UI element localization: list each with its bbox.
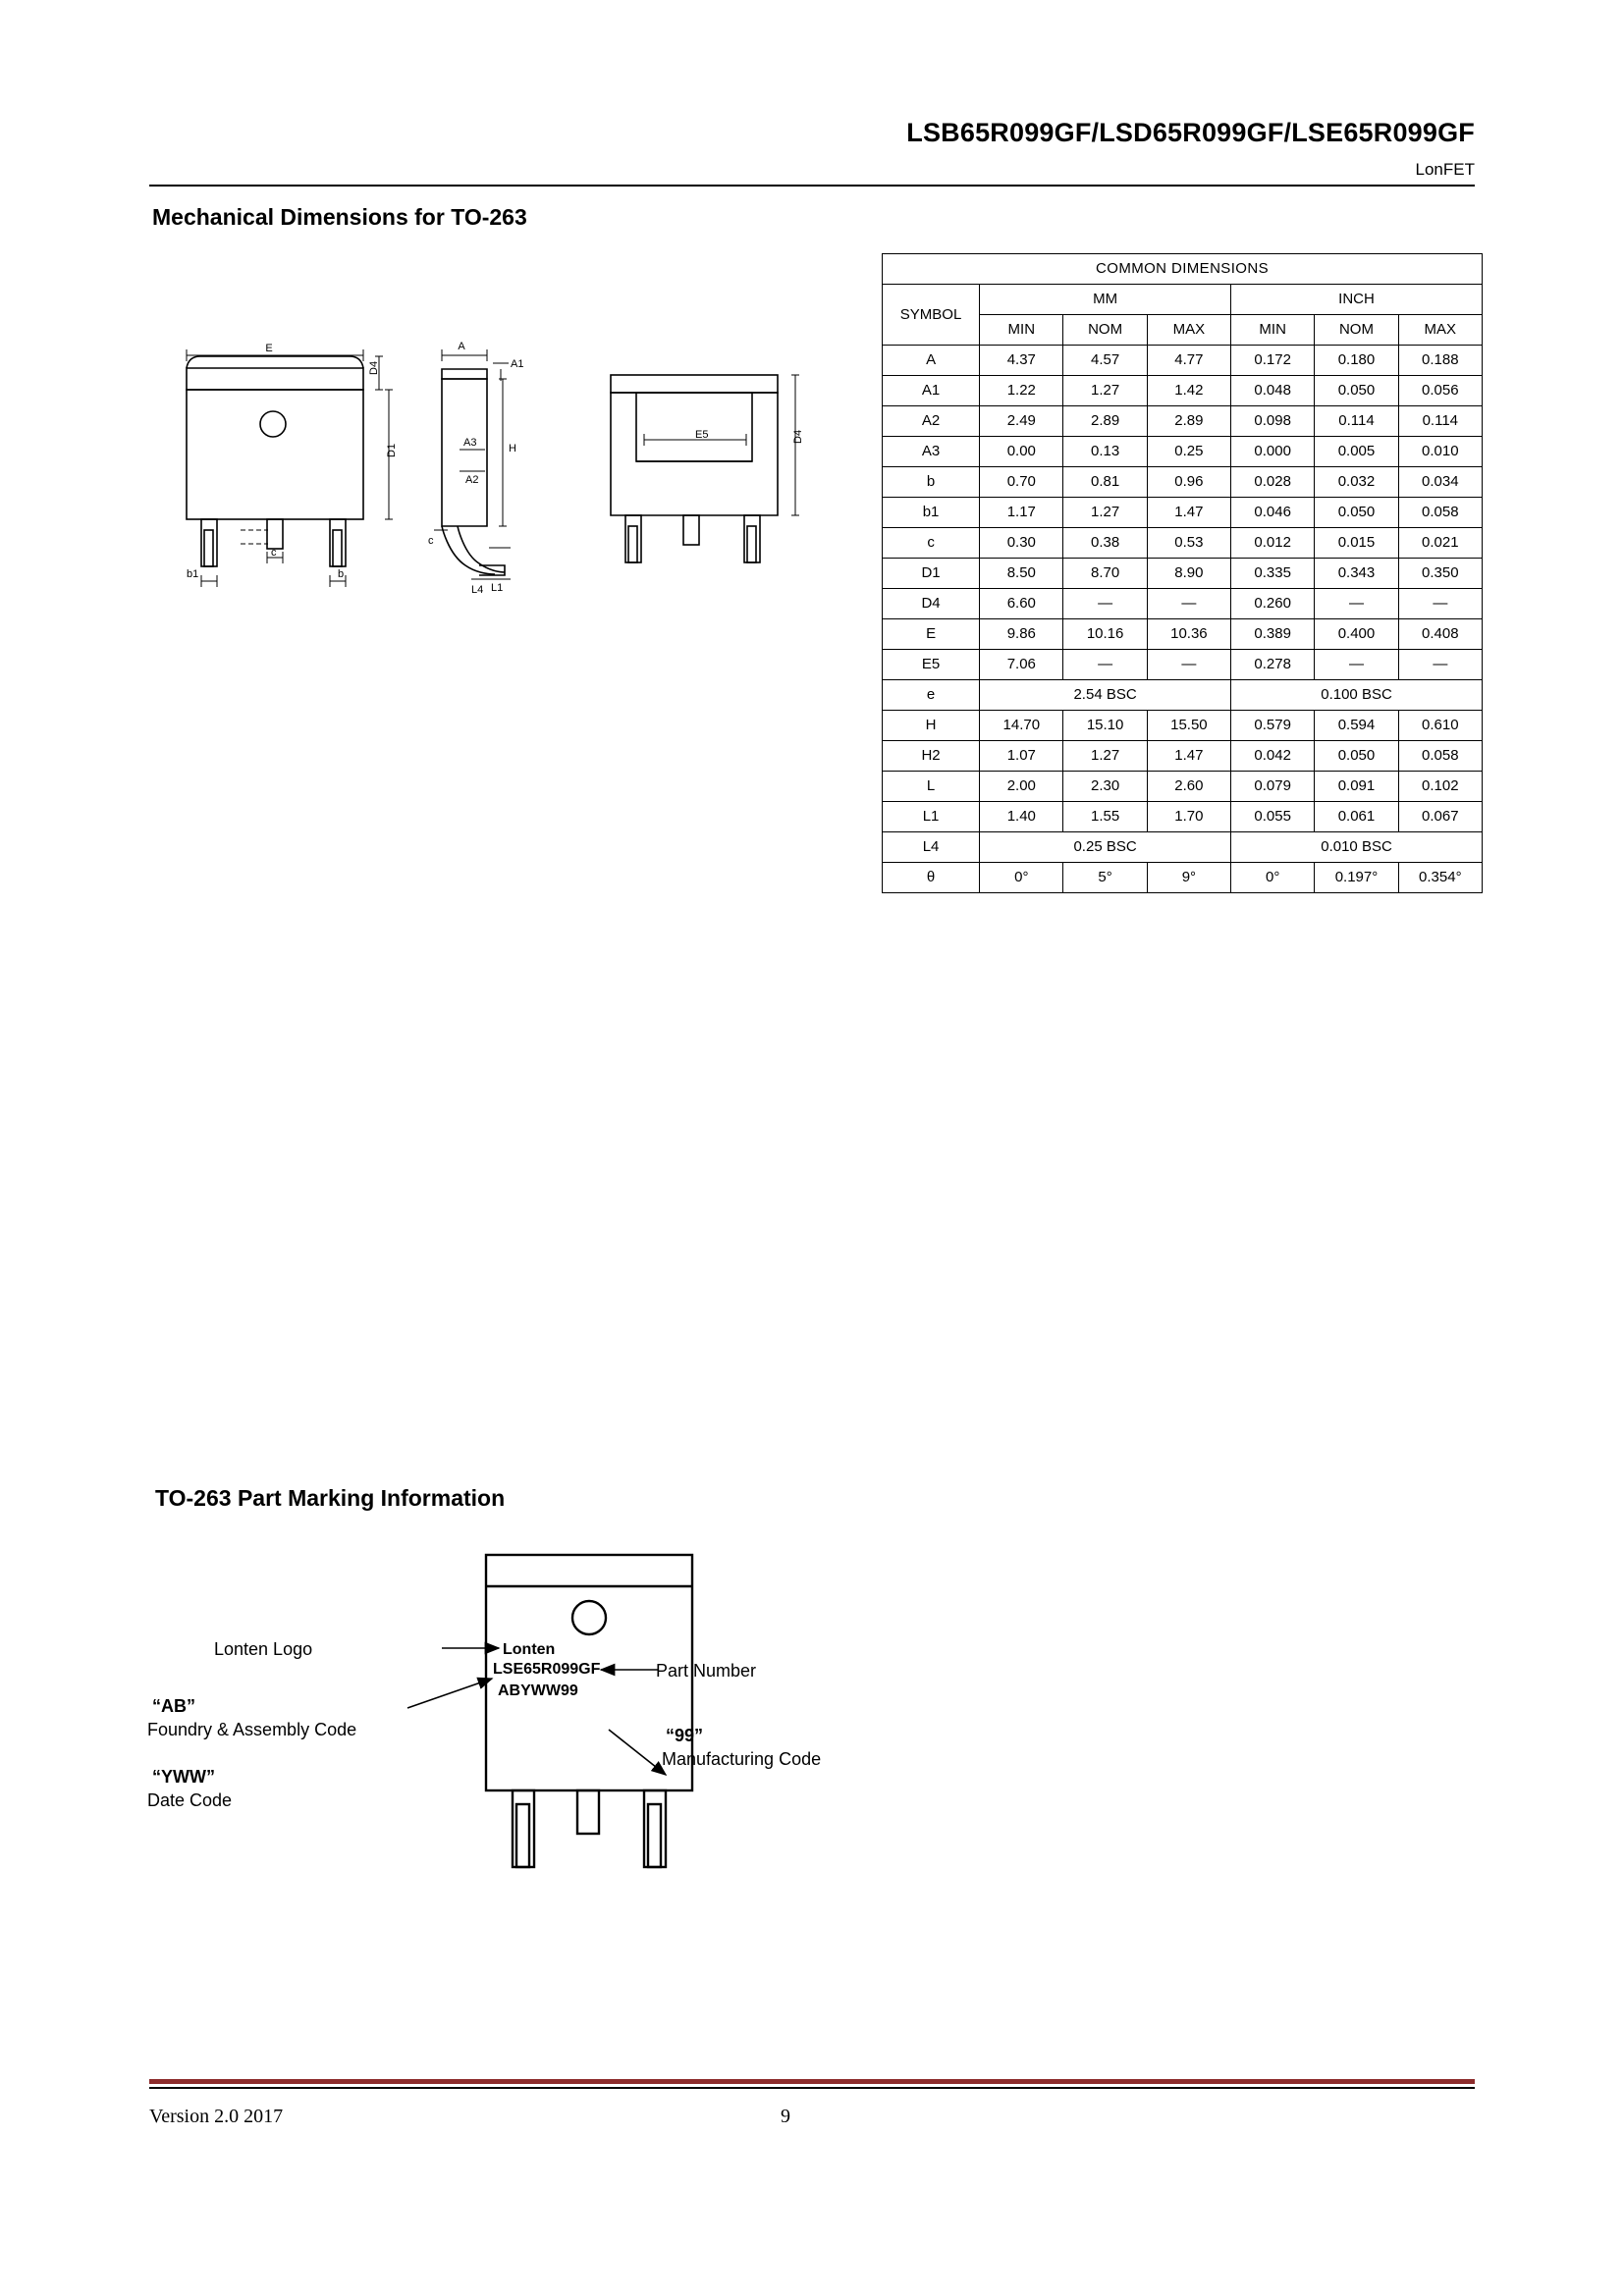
common-dimensions-table (882, 253, 1483, 893)
cell-mm-max: 10.36 (1147, 619, 1230, 650)
drawing-label-c: c (271, 547, 277, 559)
cell-mm-min: 0° (980, 863, 1063, 893)
cell-symbol: A1 (883, 376, 980, 406)
drawing-label-b1: b1 (187, 568, 199, 580)
chip-text-code: ABYWW99 (498, 1682, 578, 1699)
drawing-label-H: H (509, 443, 516, 454)
cell-in-max: — (1398, 589, 1482, 619)
cell-symbol: E5 (883, 650, 980, 680)
cell-mm-max: — (1147, 650, 1230, 680)
callout-ab-title: “AB” (152, 1696, 195, 1716)
table-row (883, 498, 1483, 528)
cell-in-max: 0.067 (1398, 802, 1482, 832)
cell-mm-nom: 2.89 (1063, 406, 1147, 437)
package-drawing (147, 334, 854, 687)
table-subheader-in-max: MAX (1398, 315, 1482, 346)
drawing-label-E5: E5 (695, 429, 709, 441)
cell-mm-nom: 1.27 (1063, 376, 1147, 406)
cell-in-nom: — (1315, 650, 1398, 680)
table-row (883, 346, 1483, 376)
cell-in-min: 0.278 (1231, 650, 1315, 680)
footer-divider-accent (149, 2079, 1475, 2084)
cell-mm-nom: 1.55 (1063, 802, 1147, 832)
cell-mm-max: 1.47 (1147, 741, 1230, 772)
cell-in-nom: 0.015 (1315, 528, 1398, 559)
table-row (883, 376, 1483, 406)
callout-part-number: Part Number (656, 1661, 757, 1681)
cell-in-min: 0.260 (1231, 589, 1315, 619)
cell-mm-nom: — (1063, 589, 1147, 619)
footer-page-number: 9 (781, 2106, 790, 2127)
cell-in-nom: 0.091 (1315, 772, 1398, 802)
cell-in-min: 0.579 (1231, 711, 1315, 741)
table-row (883, 680, 1483, 711)
cell-in-max: 0.102 (1398, 772, 1482, 802)
cell-symbol: θ (883, 863, 980, 893)
drawing-label-D1: D1 (386, 443, 398, 457)
package-drawing-svg (147, 334, 854, 687)
callout-ab-desc: Foundry & Assembly Code (147, 1720, 357, 1739)
cell-mm-span: 0.25 BSC (980, 832, 1231, 863)
cell-in-min: 0.048 (1231, 376, 1315, 406)
cell-symbol: H (883, 711, 980, 741)
cell-mm-max: 0.25 (1147, 437, 1230, 467)
drawing-label-L4: L4 (471, 584, 484, 596)
cell-in-nom: 0.197° (1315, 863, 1398, 893)
part-marking-diagram (147, 1541, 1227, 1973)
chip-text-logo: Lonten (503, 1641, 556, 1658)
cell-in-nom: 0.180 (1315, 346, 1398, 376)
cell-symbol: A2 (883, 406, 980, 437)
table-subheader-in-nom: NOM (1315, 315, 1398, 346)
callout-99-desc: Manufacturing Code (662, 1749, 822, 1769)
callout-lonten-logo: Lonten Logo (214, 1639, 313, 1659)
document-header-title: LSB65R099GF/LSD65R099GF/LSE65R099GF (906, 118, 1475, 147)
cell-mm-min: 6.60 (980, 589, 1063, 619)
cell-symbol: L (883, 772, 980, 802)
table-subheader-in-min: MIN (1231, 315, 1315, 346)
cell-mm-min: 4.37 (980, 346, 1063, 376)
table-row (883, 863, 1483, 893)
cell-symbol: b1 (883, 498, 980, 528)
cell-in-nom: 0.061 (1315, 802, 1398, 832)
cell-in-min: 0.012 (1231, 528, 1315, 559)
cell-mm-nom: 0.13 (1063, 437, 1147, 467)
table-header-mm: MM (980, 285, 1231, 315)
table-header-symbol: SYMBOL (883, 285, 980, 346)
cell-inch-span: 0.100 BSC (1231, 680, 1483, 711)
cell-in-nom: 0.050 (1315, 498, 1398, 528)
cell-symbol: D1 (883, 559, 980, 589)
cell-mm-min: 7.06 (980, 650, 1063, 680)
cell-symbol: L4 (883, 832, 980, 863)
cell-in-min: 0.079 (1231, 772, 1315, 802)
table-row (883, 741, 1483, 772)
cell-mm-min: 2.00 (980, 772, 1063, 802)
document-header-subtitle: LonFET (1415, 160, 1475, 179)
drawing-label-D4: D4 (368, 360, 380, 375)
cell-in-max: 0.188 (1398, 346, 1482, 376)
cell-mm-nom: 1.27 (1063, 741, 1147, 772)
cell-mm-max: 1.70 (1147, 802, 1230, 832)
cell-symbol: b (883, 467, 980, 498)
cell-mm-span: 2.54 BSC (980, 680, 1231, 711)
cell-in-nom: 0.005 (1315, 437, 1398, 467)
table-subheader-mm-min: MIN (980, 315, 1063, 346)
cell-in-min: 0.389 (1231, 619, 1315, 650)
cell-symbol: A3 (883, 437, 980, 467)
cell-symbol: D4 (883, 589, 980, 619)
drawing-label-A: A (458, 341, 465, 352)
drawing-label-A1: A1 (511, 358, 524, 370)
drawing-label-A3: A3 (463, 437, 477, 449)
cell-mm-max: 2.89 (1147, 406, 1230, 437)
drawing-label-E: E (265, 343, 273, 354)
cell-in-min: 0.055 (1231, 802, 1315, 832)
drawing-label-L1: L1 (491, 582, 504, 594)
cell-mm-min: 8.50 (980, 559, 1063, 589)
cell-mm-min: 0.00 (980, 437, 1063, 467)
cell-mm-nom: 4.57 (1063, 346, 1147, 376)
cell-in-max: 0.058 (1398, 498, 1482, 528)
cell-in-max: 0.010 (1398, 437, 1482, 467)
cell-in-nom: 0.400 (1315, 619, 1398, 650)
callout-99-title: “99” (666, 1726, 704, 1745)
cell-mm-max: 1.47 (1147, 498, 1230, 528)
cell-mm-nom: 0.38 (1063, 528, 1147, 559)
table-row (883, 437, 1483, 467)
table-row (883, 619, 1483, 650)
section-title-marking: TO-263 Part Marking Information (155, 1485, 506, 1511)
table-row (883, 467, 1483, 498)
chip-text-part-number: LSE65R099GF (493, 1661, 601, 1678)
cell-symbol: E (883, 619, 980, 650)
cell-in-nom: 0.114 (1315, 406, 1398, 437)
cell-in-max: 0.056 (1398, 376, 1482, 406)
cell-mm-nom: — (1063, 650, 1147, 680)
table-row (883, 832, 1483, 863)
cell-in-max: 0.034 (1398, 467, 1482, 498)
cell-mm-nom: 10.16 (1063, 619, 1147, 650)
cell-in-max: 0.114 (1398, 406, 1482, 437)
cell-in-min: 0.335 (1231, 559, 1315, 589)
drawing-label-b: b (338, 568, 345, 580)
cell-mm-max: 4.77 (1147, 346, 1230, 376)
drawing-label-c2: c (428, 535, 434, 547)
table-row (883, 711, 1483, 741)
cell-mm-max: 0.53 (1147, 528, 1230, 559)
table-row (883, 528, 1483, 559)
section-title-mechanical: Mechanical Dimensions for TO-263 (152, 204, 527, 230)
cell-in-min: 0.000 (1231, 437, 1315, 467)
table-row (883, 559, 1483, 589)
cell-mm-nom: 15.10 (1063, 711, 1147, 741)
cell-in-nom: 0.594 (1315, 711, 1398, 741)
table-title: COMMON DIMENSIONS (883, 254, 1483, 285)
cell-mm-min: 1.17 (980, 498, 1063, 528)
cell-in-nom: — (1315, 589, 1398, 619)
cell-mm-max: 2.60 (1147, 772, 1230, 802)
cell-in-max: 0.058 (1398, 741, 1482, 772)
cell-in-max: 0.354° (1398, 863, 1482, 893)
cell-mm-max: 9° (1147, 863, 1230, 893)
drawing-label-A2: A2 (465, 474, 479, 486)
cell-symbol: H2 (883, 741, 980, 772)
cell-inch-span: 0.010 BSC (1231, 832, 1483, 863)
cell-in-nom: 0.032 (1315, 467, 1398, 498)
cell-mm-min: 1.22 (980, 376, 1063, 406)
table-subheader-mm-max: MAX (1147, 315, 1230, 346)
cell-mm-max: 1.42 (1147, 376, 1230, 406)
footer-version: Version 2.0 2017 (149, 2106, 284, 2127)
cell-in-max: 0.408 (1398, 619, 1482, 650)
cell-mm-max: 0.96 (1147, 467, 1230, 498)
cell-symbol: A (883, 346, 980, 376)
cell-mm-nom: 2.30 (1063, 772, 1147, 802)
cell-in-nom: 0.050 (1315, 376, 1398, 406)
cell-in-max: — (1398, 650, 1482, 680)
cell-mm-max: 15.50 (1147, 711, 1230, 741)
cell-symbol: L1 (883, 802, 980, 832)
cell-symbol: e (883, 680, 980, 711)
cell-in-nom: 0.343 (1315, 559, 1398, 589)
table-row (883, 406, 1483, 437)
cell-in-max: 0.021 (1398, 528, 1482, 559)
cell-mm-nom: 5° (1063, 863, 1147, 893)
cell-mm-min: 1.07 (980, 741, 1063, 772)
drawing-label-D4b: D4 (792, 429, 804, 444)
table-row (883, 589, 1483, 619)
table-subheader-mm-nom: NOM (1063, 315, 1147, 346)
cell-in-max: 0.610 (1398, 711, 1482, 741)
cell-in-min: 0° (1231, 863, 1315, 893)
header-divider (149, 185, 1475, 187)
cell-mm-nom: 0.81 (1063, 467, 1147, 498)
table-body (883, 346, 1483, 893)
cell-mm-min: 2.49 (980, 406, 1063, 437)
cell-in-min: 0.028 (1231, 467, 1315, 498)
cell-in-min: 0.172 (1231, 346, 1315, 376)
table-row (883, 772, 1483, 802)
table-header-inch: INCH (1231, 285, 1483, 315)
cell-in-min: 0.046 (1231, 498, 1315, 528)
cell-symbol: c (883, 528, 980, 559)
cell-in-min: 0.098 (1231, 406, 1315, 437)
cell-mm-nom: 8.70 (1063, 559, 1147, 589)
cell-in-max: 0.350 (1398, 559, 1482, 589)
table-row (883, 650, 1483, 680)
cell-mm-max: 8.90 (1147, 559, 1230, 589)
cell-mm-min: 14.70 (980, 711, 1063, 741)
cell-in-min: 0.042 (1231, 741, 1315, 772)
callout-yww-desc: Date Code (147, 1790, 233, 1810)
callout-yww-title: “YWW” (152, 1767, 215, 1787)
cell-mm-min: 9.86 (980, 619, 1063, 650)
footer-divider (149, 2087, 1475, 2089)
cell-mm-nom: 1.27 (1063, 498, 1147, 528)
cell-mm-min: 1.40 (980, 802, 1063, 832)
cell-in-nom: 0.050 (1315, 741, 1398, 772)
cell-mm-max: — (1147, 589, 1230, 619)
cell-mm-min: 0.70 (980, 467, 1063, 498)
table-row (883, 802, 1483, 832)
cell-mm-min: 0.30 (980, 528, 1063, 559)
